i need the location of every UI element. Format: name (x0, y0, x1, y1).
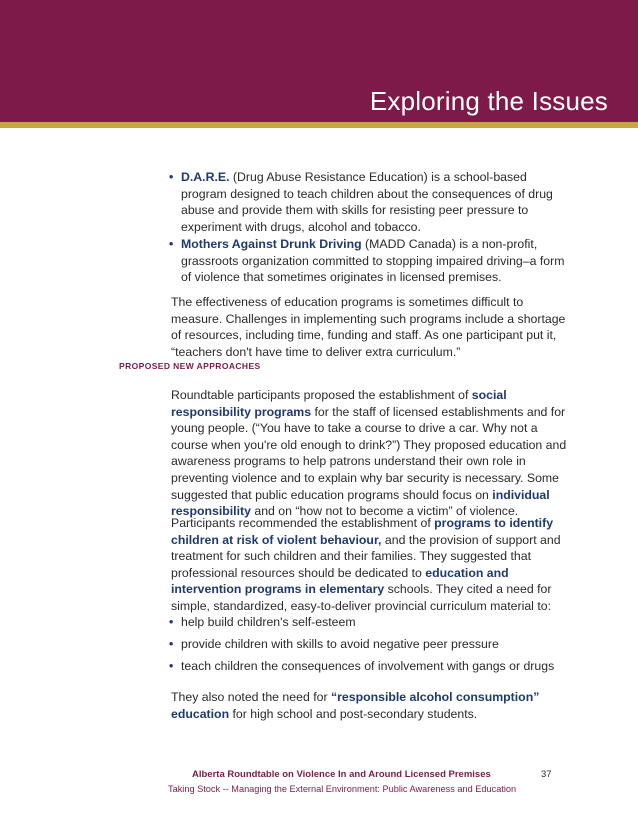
p1-text-a: Roundtable participants proposed the establishment of (171, 388, 472, 402)
list-item (169, 614, 566, 631)
bullet-dot: • (169, 170, 174, 184)
list-item-text: teach children the consequences of involvement with gangs or drugs (181, 659, 555, 673)
bullet-dot: • (169, 615, 174, 629)
footer-title: Alberta Roundtable on Violence In and Around Licensed Premises (192, 769, 491, 780)
dare-term: D.A.R.E. (181, 170, 230, 184)
p2-bold-1: programs to identify children at risk of violent behaviour, (171, 516, 554, 547)
p1-bold-2: individual responsibility (171, 487, 550, 519)
p3-text-c: for high school and post-secondary students. (229, 706, 478, 721)
page-number: 37 (541, 769, 552, 780)
paragraph-social-responsibility (171, 387, 576, 520)
p1-text-c: for the staff of licensed establishments and for young people. (“You have to take a course to drive a car. Why not a course when you're old enough to drink?”) They proposed education and awareness programs to help patrons understand their own role in preventing violence and to explain why bar security is necessary. Some suggested that public education programs should focus on (171, 404, 567, 502)
section-heading: PROPOSED NEW APPROACHES (119, 361, 261, 371)
p2-bold-2: education and intervention programs in elementary (171, 565, 509, 597)
header-rule (0, 122, 638, 128)
p2-text-a: Participants recommended the establishment of (171, 516, 435, 530)
p1-bold-1: social responsibility programs (171, 388, 507, 419)
paragraph-responsible-consumption (171, 689, 576, 722)
bullet-dot: • (169, 659, 174, 673)
p2-text-c: and the provision of support and treatment for such children and their families. They suggested that professional resources should be dedicated to (171, 532, 561, 580)
list-item (169, 636, 566, 653)
bullet-madd (169, 236, 566, 286)
p3-bold: “responsible alcohol consumption” education (171, 690, 540, 721)
p2-text-d: schools. They cited a need for simple, standardized, easy-to-deliver provincial curriculum material to: (171, 582, 552, 613)
dare-text: (Drug Abuse Resistance Education) is a school-based program designed to teach children about the consequences of drug abuse and provide them with skills for resisting peer pressure to experiment with drugs, alcohol and tobacco. (181, 170, 553, 234)
page-title: Exploring the Issues (369, 86, 608, 116)
madd-text: (MADD Canada) is a non-profit, grassroots organization committed to stopping impaired driving–a form of violence that sometimes originates in licensed premises. (181, 237, 565, 285)
bullet-dot: • (169, 637, 174, 651)
p3-text-a: They also noted the need for (171, 690, 331, 704)
paragraph-children-at-risk (171, 515, 576, 615)
madd-term: Mothers Against Drunk Driving (181, 237, 362, 251)
footer-subtitle: Taking Stock -- Managing the External Environment: Public Awareness and Education (168, 784, 517, 794)
list-item-text: provide children with skills to avoid negative peer pressure (181, 637, 499, 651)
effectiveness-paragraph: The effectiveness of education programs is sometimes difficult to measure. Challenges in implementing such programs include a shortage of resources, including time, funding and staff. As one participant put it, “teachers don't have time to deliver extra curriculum.” (171, 295, 566, 359)
list-item (169, 658, 566, 675)
p1-text-d: and on “how not to become a victim” of violence. (250, 504, 519, 519)
bullet-dot: • (169, 237, 174, 251)
bullet-dare (169, 169, 566, 235)
list-item-text: help build children's self-esteem (181, 615, 356, 629)
